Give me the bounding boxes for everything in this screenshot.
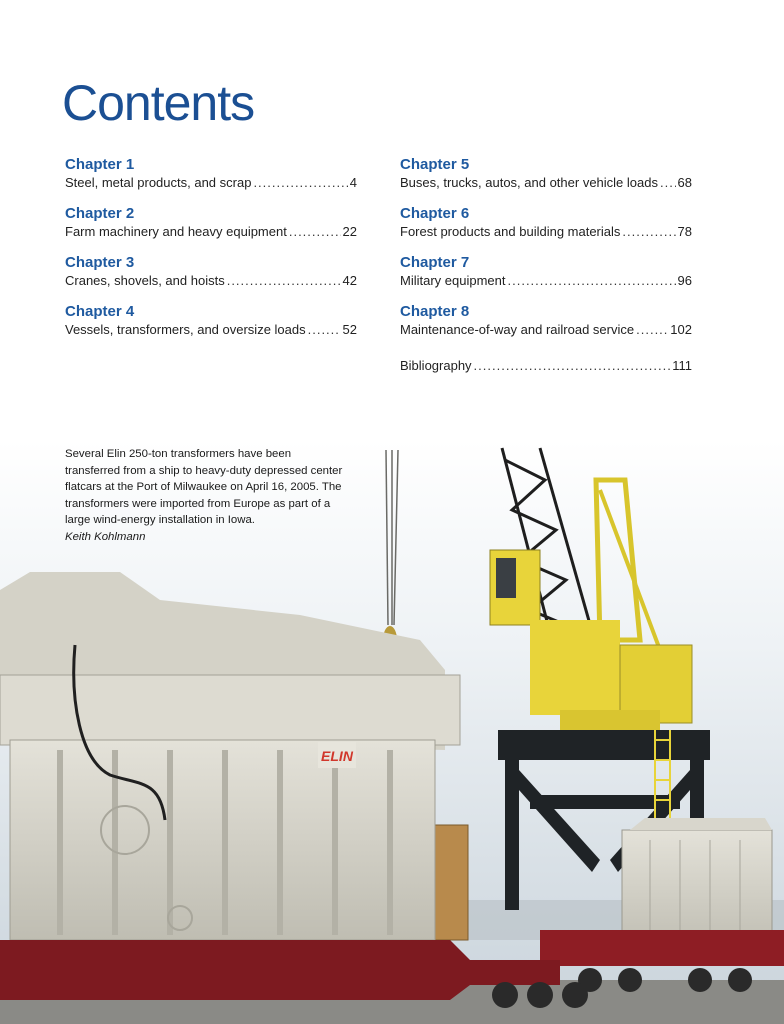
chapter-line — [65, 272, 357, 289]
photo-caption — [65, 446, 345, 546]
leader-dots — [660, 174, 676, 191]
chapter-title: Military equipment — [400, 273, 506, 288]
leader-dots — [622, 223, 675, 240]
toc-entry[interactable] — [400, 303, 692, 351]
chapter-line — [65, 223, 357, 240]
chapter-line — [65, 174, 357, 191]
chapter-title: Steel, metal products, and scrap — [65, 175, 252, 190]
page-number: 102 — [670, 322, 692, 337]
chapter-heading: Chapter 8 — [400, 303, 470, 320]
toc-entry[interactable] — [400, 205, 692, 253]
toc-entry[interactable] — [65, 303, 357, 351]
chapter-title: Maintenance-of-way and railroad service — [400, 322, 635, 337]
page-number: 22 — [342, 224, 357, 239]
bibliography-entry[interactable] — [400, 357, 692, 374]
page-number: 4 — [349, 175, 357, 190]
page-number: 78 — [677, 224, 692, 239]
toc-right-column — [400, 155, 692, 374]
page-number: 52 — [342, 322, 357, 337]
chapter-title: Forest products and building materials — [400, 224, 621, 239]
leader-dots — [289, 223, 341, 240]
leader-dots — [636, 321, 668, 338]
page-number: 42 — [342, 273, 357, 288]
toc-entry[interactable] — [400, 156, 692, 204]
chapter-title: Vessels, transformers, and oversize loads — [65, 322, 306, 337]
toc-entry[interactable] — [65, 254, 357, 302]
page-number: 111 — [672, 358, 692, 373]
page-title: Contents — [62, 75, 255, 131]
page-number: 96 — [677, 273, 692, 288]
chapter-heading: Chapter 2 — [65, 205, 135, 222]
chapter-title: Cranes, shovels, and hoists — [65, 273, 225, 288]
elin-logo: ELIN — [321, 748, 353, 764]
chapter-title: Buses, trucks, autos, and other vehicle loads — [400, 175, 658, 190]
toc-entry[interactable] — [65, 205, 357, 253]
toc-entry[interactable] — [65, 156, 357, 204]
chapter-heading: Chapter 4 — [65, 303, 135, 320]
leader-dots — [508, 272, 676, 289]
chapter-line — [400, 223, 692, 240]
bibliography-title: Bibliography — [400, 358, 472, 373]
chapter-heading: Chapter 7 — [400, 254, 470, 271]
chapter-line — [400, 321, 692, 338]
chapter-heading: Chapter 3 — [65, 254, 135, 271]
leader-dots — [227, 272, 341, 289]
leader-dots — [474, 357, 671, 374]
leader-dots — [253, 174, 347, 191]
chapter-line — [65, 321, 357, 338]
chapter-heading: Chapter 5 — [400, 156, 470, 173]
photo-credit: Keith Kohlmann — [65, 530, 146, 543]
toc-left-column — [65, 155, 357, 351]
chapter-heading: Chapter 6 — [400, 205, 470, 222]
chapter-heading: Chapter 1 — [65, 156, 135, 173]
chapter-line — [400, 174, 692, 191]
toc-entry[interactable] — [400, 254, 692, 302]
chapter-line — [400, 272, 692, 289]
leader-dots — [308, 321, 341, 338]
wood-blocking — [432, 825, 468, 940]
caption-text: Several Elin 250-ton transformers have been transferred from a ship to heavy-duty depressed center flatcars at the Port of Milwaukee on April 16, 2005. The transformers were imported from Europe as part of a large wind-energy installation in Iowa. — [65, 448, 343, 527]
chapter-title: Farm machinery and heavy equipment — [65, 224, 287, 239]
page-number: 68 — [677, 175, 692, 190]
